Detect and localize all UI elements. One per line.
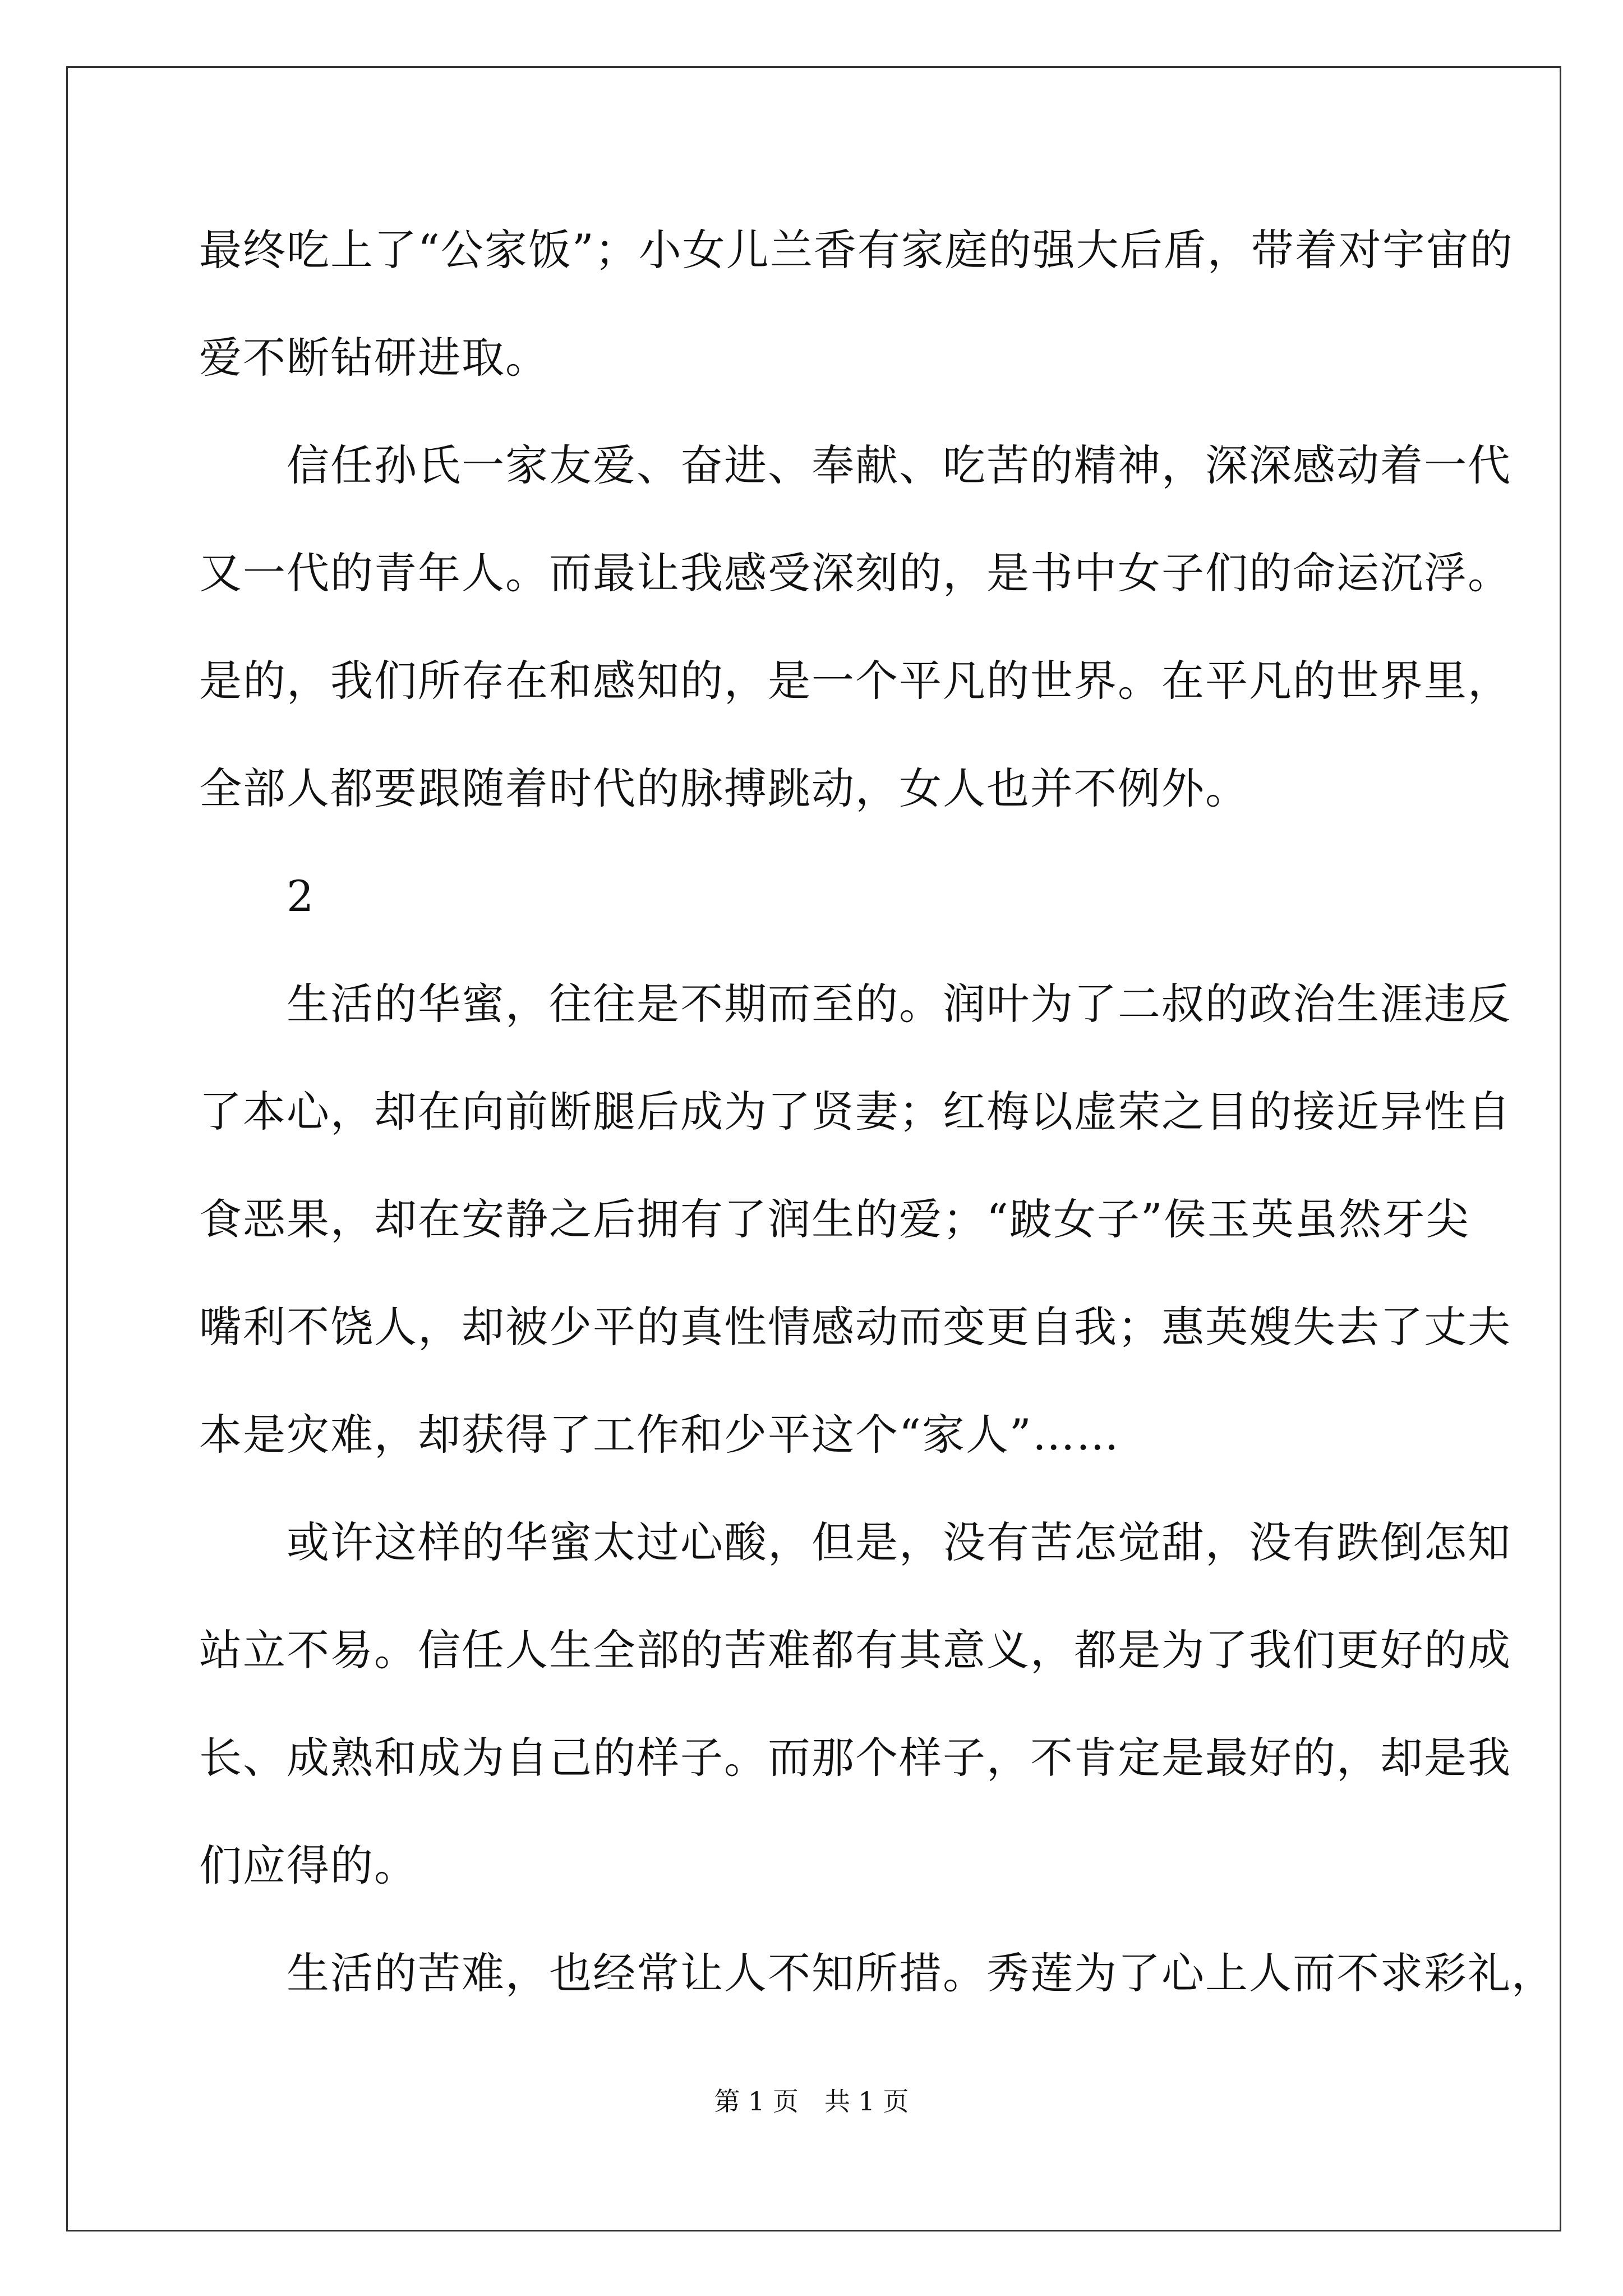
- text-line: 或许这样的华蜜太过心酸，但是，没有苦怎觉甜，没有跌倒怎知: [199, 1517, 1511, 1567]
- text-line: 爱不断钻研进取。: [199, 333, 549, 383]
- text-line: 生活的华蜜，往往是不期而至的。润叶为了二叔的政治生涯违反: [199, 979, 1511, 1029]
- text-line: 食恶果，却在安静之后拥有了润生的爱；“跛女子”侯玉英虽然牙尖: [199, 1194, 1470, 1244]
- text-line: 全部人都要跟随着时代的脉搏跳动，女人也并不例外。: [199, 763, 1249, 813]
- text-line: 了本心，却在向前断腿后成为了贤妻；红梅以虚荣之目的接近异性自: [199, 1087, 1511, 1137]
- text-line: 嘴利不饶人，却被少平的真性情感动而变更自我；惠英嫂失去了丈夫: [199, 1302, 1511, 1352]
- text-line: 信任孙氏一家友爱、奋进、奉献、吃苦的精神，深深感动着一代: [199, 440, 1511, 490]
- text-line: 又一代的青年人。而最让我感受深刻的，是书中女子们的命运沉浮。: [199, 548, 1511, 598]
- text-line: 最终吃上了“公家饭”；小女儿兰香有家庭的强大后盾，带着对宇宙的: [199, 225, 1514, 275]
- text-line: 长、成熟和成为自己的样子。而那个样子，不肯定是最好的，却是我: [199, 1733, 1511, 1783]
- page-footer: 第 1 页 共 1 页: [714, 2086, 909, 2116]
- page-border: [66, 66, 1561, 2231]
- text-line: 生活的苦难，也经常让人不知所措。秀莲为了心上人而不求彩礼，: [199, 1948, 1555, 1998]
- text-line: 站立不易。信任人生全部的苦难都有其意义，都是为了我们更好的成: [199, 1625, 1511, 1675]
- section-number: 2: [199, 871, 315, 921]
- text-line: 本是灾难，却获得了工作和少平这个“家人”……: [199, 1410, 1120, 1460]
- text-line: 是的，我们所存在和感知的，是一个平凡的世界。在平凡的世界里，: [199, 656, 1511, 706]
- text-line: 们应得的。: [199, 1841, 418, 1890]
